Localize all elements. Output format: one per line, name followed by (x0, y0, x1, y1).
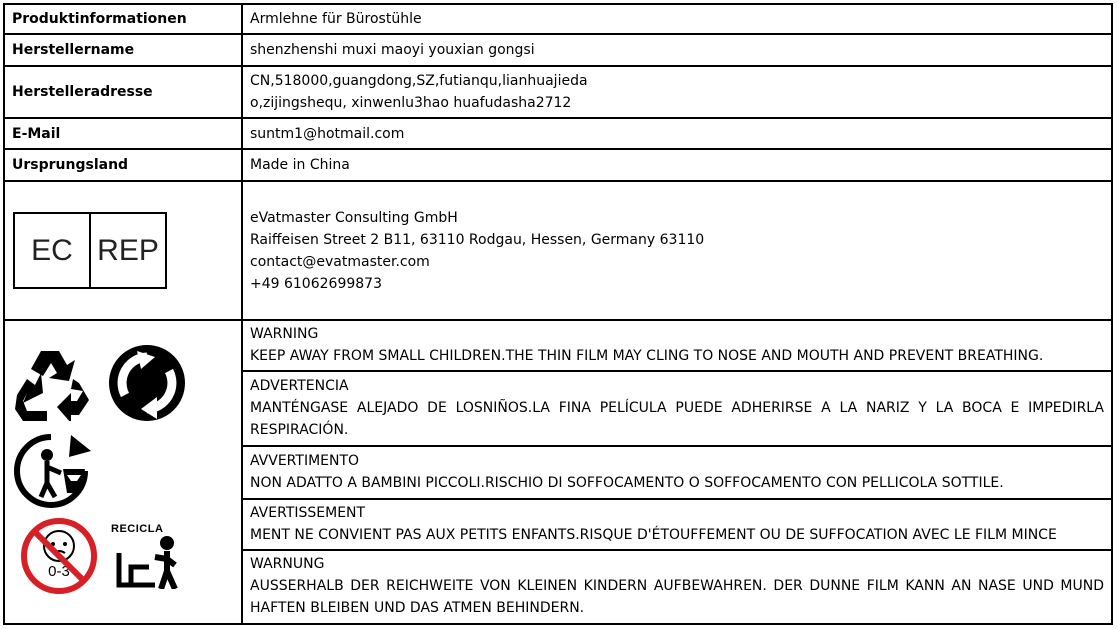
ec-rep-right: REP (97, 233, 159, 267)
recicla-label: RECICLA (111, 523, 164, 535)
warning-text: MANTÉNGASE ALEJADO DE LOSNIÑOS.LA FINA PELÍCULA PUEDE ADHERIRSE A LA NARIZ Y LA BOCA E IMPEDIRLA RESPIRACIÓN. (250, 399, 1104, 438)
warning-text: MENT NE CONVIENT PAS AUX PETITS ENFANTS.RISQUE D'ÉTOUFFEMENT OU DE SUFFOCATION AVEC LE FILM MINCE (250, 526, 1057, 543)
table-row (4, 149, 1112, 181)
table-row (4, 320, 1112, 371)
table-row (4, 66, 1112, 118)
warning-text: NON ADATTO A BAMBINI PICCOLI.RISCHIO DI SOFFOCAMENTO O SOFFOCAMENTO CON PELLICOLA SOTTILE. (250, 474, 1004, 491)
ec-rep-phone: +49 61062699873 (250, 275, 382, 292)
warning-fr (242, 499, 1112, 550)
no-children-0-3-icon (19, 516, 99, 596)
warning-title: WARNING (250, 325, 319, 342)
row-label: Ursprungsland (4, 149, 242, 181)
ec-rep-logo (13, 212, 167, 289)
ec-rep-logo-cell (4, 181, 242, 320)
warning-text: KEEP AWAY FROM SMALL CHILDREN.THE THIN FILM MAY CLING TO NOSE AND MOUTH AND PREVENT BREATHING. (250, 347, 1044, 364)
tidyman-recycle-icon (11, 431, 95, 509)
row-label: Herstelleradresse (4, 66, 242, 118)
ec-rep-company: eVatmaster Consulting GmbH (250, 209, 458, 226)
warning-de (242, 550, 1112, 624)
row-label: Produktinformationen (4, 4, 242, 34)
warning-title: ADVERTENCIA (250, 377, 349, 394)
warning-title: AVVERTIMENTO (250, 452, 360, 469)
row-value: Made in China (242, 149, 1112, 181)
table-row (4, 181, 1112, 320)
warning-es (242, 371, 1112, 446)
symbols-panel (5, 321, 241, 623)
ec-rep-left: EC (15, 214, 91, 287)
product-info-table (3, 3, 1113, 625)
table-row (4, 118, 1112, 149)
recicla-icon (113, 533, 187, 589)
age-label: 0-3 (48, 563, 70, 580)
row-label: E-Mail (4, 118, 242, 149)
row-value (242, 66, 1112, 118)
green-dot-icon (107, 343, 187, 423)
warning-title: AVERTISSEMENT (250, 504, 366, 521)
table-row (4, 34, 1112, 66)
row-value: suntm1@hotmail.com (242, 118, 1112, 149)
ec-rep-address: Raiffeisen Street 2 B11, 63110 Rodgau, Hessen, Germany 63110 (250, 231, 705, 248)
table-row (4, 4, 1112, 34)
warning-title: WARNUNG (250, 556, 325, 572)
address-line: CN,518000,guangdong,SZ,futianqu,lianhuajieda (250, 73, 588, 89)
row-value: shenzhenshi muxi maoyi youxian gongsi (242, 34, 1112, 66)
warning-en (242, 320, 1112, 371)
recycle-triangle-icon (13, 345, 93, 421)
warning-text: AUSSERHALB DER REICHWEITE VON KLEINEN KINDERN AUFBEWAHREN. DER DUNNE FILM KANN AN NASE UND MUND HAFTEN BLEIBEN UND DAS ATMEN BEHINDERN. (250, 578, 1104, 616)
row-label: Herstellername (4, 34, 242, 66)
ec-rep-details (242, 181, 1112, 320)
address-line: o,zijingshequ, xinwenlu3hao huafudasha2712 (250, 95, 572, 111)
warning-it (242, 446, 1112, 499)
row-value: Armlehne für Bürostühle (242, 4, 1112, 34)
ec-rep-email: contact@evatmaster.com (250, 253, 430, 270)
symbols-cell (4, 320, 242, 624)
